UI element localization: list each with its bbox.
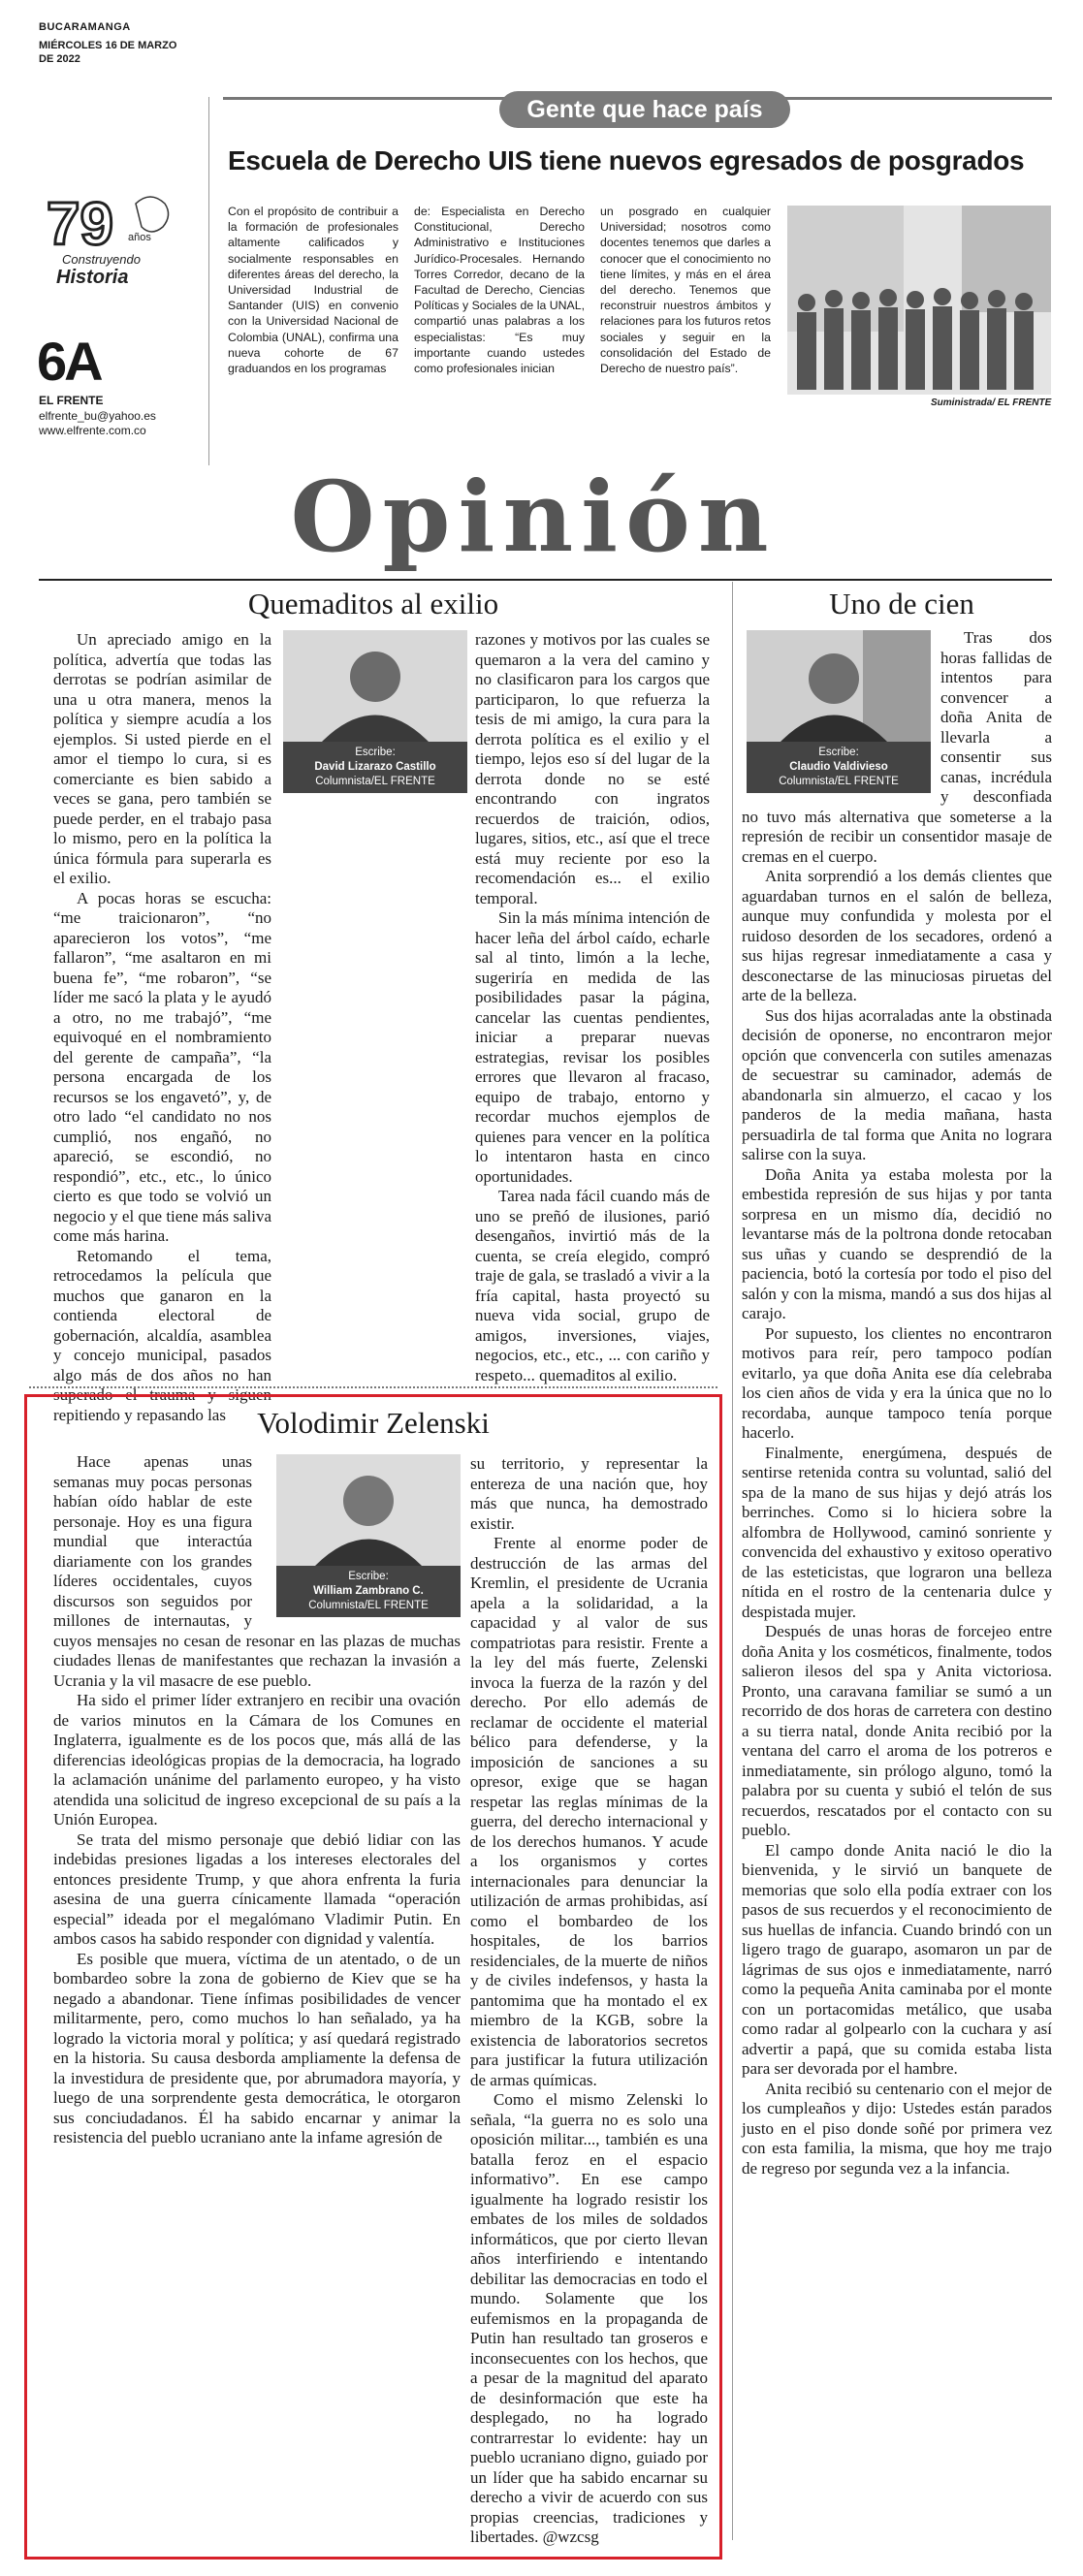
author-role: Columnista/EL FRENTE [315,776,435,787]
section-title: Opinión [290,460,777,574]
article-title-quemaditos: Quemaditos al exilio [247,587,499,620]
anniversary-logo [39,184,184,291]
news-column-2: de: Especialista en Derecho Constitucional, Derecho Administrativo e Instituciones Jurídico-Procesales. Hernando Torres Corredor, decano de la Facultad de Derecho, Ciencias Políticas y Sociales de la UNAL, compartió unas palabras a los especialistas: “Es muy importante cuando ustedes como profesionales inician [414,205,585,376]
anniversary-emblem-icon [39,184,184,291]
paragraph: su territorio, y representar la entereza de una nación que, hoy más que nunca, ha demostrado existir. [470,1454,708,1533]
author-card-lizarazo [278,630,472,793]
news-body [228,204,771,376]
paragraph: Anita recibió su centenario con el mejor de los cumpleaños y dijo: Ustedes están parados justo en el piso donde soñé por primera vez con esta familia, la misma, que hoy me trajo de regreso por segunda vez a la infancia. [742,2079,1052,2178]
article-quemaditos-col1 [53,630,271,1425]
paragraph: Tras dos horas fallidas de intentos para convencer a doña Anita de llevarla a consentir sus canas, incrédula y desconfiada no tuvo más alternativa que someterse a la represión de recibir un consentidor masaje de cremas en el cuerpo. [742,628,1052,866]
paragraph: razones y motivos por las cuales se quemaron a la vera del camino y no clasificaron para los cargos que participaron, lo que refuerza la tesis de mi amigo, la cura para la derrota política es el exilio y el tiempo, lejos eso sí del lugar de la derrota donde no se esté encontrando con ingratos recuerdos de traición, odios, lugares, sitios, etc., así que el trece está muy reciente por eso la recomendación es... el exilio temporal. [475,630,710,907]
paragraph: Se trata del mismo personaje que debió lidiar con las indebidas presiones ligadas a los intereses electorales del entonces presidente Trump, y que ahora enfrenta la furia asesina de una guerra cínicamente llamada “operación especial” ideada por el megalómano Vladimir Putin. En ambos casos ha sabido responder con dignidad y valentía. [53,1829,461,1948]
paragraph: Finalmente, energúmena, después de sentirse retenida contra su voluntad, salió del spa de la mano de sus hijas y dejó atrás los berrinches. Como si lo hiciera sobre la alfombra de Hollywood, caminó sonriente y convencida del exhaustivo y exitoso operativo de las esteticistas, que lograron una belleza nítida en el rostro de la centenaria dulce y despistada mujer. [742,1443,1052,1621]
news-column-3: un posgrado en cualquier Universidad; nosotros como docentes tenemos que darles a conocer que el conocimiento no tiene límites, y más en el área del derecho. Tenemos que reconstruir nuestros ámbitos y relaciones para los futuros retos sociales y seguir en la consolidación del Estado de Derecho de nuestro país”. [600,205,771,376]
paragraph: Es posible que muera, víctima de un atentado, o de un bombardeo sobre la zona de gobierno de Kiev que se ha negado a abandonar. Tiene ínfimas posibilidades de vencer militarmente, pero, como muchos lo han señalado, ya ha logrado la victoria moral y política; y así quedará registrado en la historia. Su causa desborda ampliamente la defensa de la investidura de presidente que, por abrumadora mayoría, y luego de una sorprendente gesta democrática, le otorgaron sus conciudadanos. Él ha sabido encarnar y animar la resistencia del pueblo ucraniano ante la infame agresión de [53,1949,461,2147]
contact-email[interactable]: elfrente_bu@yahoo.es [39,409,156,423]
city-label: BUCARAMANGA [39,21,131,33]
author-name: William Zambrano C. [313,1585,424,1597]
author-box [283,742,467,793]
section-rule [39,579,1052,581]
article-zelenski-col2 [470,1454,708,2548]
author-role: Columnista/EL FRENTE [308,1600,429,1611]
author-box [276,1566,461,1617]
paragraph: Sus dos hijas acorraladas ante la obstinada decisión de oponerse, no encontraron mejor opción que convencerla con sutiles amenazas de secuestrar su caminador, además de abandonarla sin almuerzo, el cacao y los panderos de la media mañana, hasta persuadirla de tal forma que Anita no lograra salirse con la suya. [742,1005,1052,1163]
article-separator [29,1386,717,1388]
paragraph: Hace apenas unas semanas muy pocas personas habían oído hablar de este personaje. Hoy es una figura mundial que interactúa diariamente con los grandes líderes occidentales, cuyos discursos son seguidos por millones de internautas, y cuyos mensajes no cesan de resonar en las plazas de muchas ciudades llenas de manifestantes que rechazan la invasión a Ucrania y la vil masacre de ese pueblo. [53,1452,461,1690]
author-portrait-icon [283,630,467,742]
article-title-zelenski: Volodimir Zelenski [257,1406,490,1440]
article-title-uno-de-cien: Uno de cien [829,587,974,620]
paragraph: A pocas horas se escucha: “me traicionaron”, “no aparecieron los votos”, “me fallaron”, “me asaltaron en mi buena fe”, “me robaron”, “se líder me sacó la plata y le ayudó a otro, no me trabajó”, “me equivoqué en el nombramiento del gerente de campaña”, “la persona encargada de los recursos se los engavetó”, y, de otro lado “el candidato no nos cumplió, nos engañó, no apareció, se escondió, no respondió”, etc., etc., lo único cierto es que todo se volvió un negocio y el que tiene más saliva come más harina. [53,888,271,1245]
anniversary-number: 79 [47,191,113,258]
contact-info [39,409,204,438]
author-photo [276,1454,461,1566]
paragraph: Un apreciado amigo en la política, advertía que todas las derrotas se podrían asimilar de una u otra manera, menos la política y siempre acudía a los ejemplos. Si usted pierde en el amor el tiempo lo cura, si es comerciante es bien sabido a veces se gana, pero también se puede perder, en el trabajo pasa lo mismo, pero en la política la única fórmula para superarla es el exilio. [53,630,271,887]
author-name: David Lizarazo Castillo [314,761,436,773]
paragraph: Anita sorprendió a los demás clientes que aguardaban turnos en el salón de belleza, aunque muy confundida y molesta por el ruidoso desorden de los secadores, ordenó a sus hijas regresar inmediatamente a casa y desconectarse de las minuciosas piruetas del arte de la belleza. [742,867,1052,1004]
article-uno-de-cien-body [742,628,1052,2178]
author-label: Escribe: [818,747,859,758]
graduates-photo [787,206,1051,395]
author-name: Claudio Valdivieso [789,761,888,773]
paragraph: Ha sido el primer líder extranjero en recibir una ovación de varios minutos en la Cámara de los Comunes en Inglaterra, igualmente es de los pocos que, más allá de las diferencias ideológicas propias de la democracia, ha logrado la aclamación unánime del parlamento europeo, y ha visto atendida una solicitud de ingreso excepcional de su país a la Unión Europea. [53,1691,461,1829]
paragraph: Retomando el tema, retrocedamos la película que muchos que ganaron en la contienda electoral de gobernación, alcaldía, asamblea y concejo municipal, pasados algo más de dos años no han superado el trauma y siguen repitiendo y repasando las [53,1246,271,1424]
section-pill: Gente que hace país [499,91,790,128]
paragraph: Doña Anita ya estaba molesta por la embestida represión de sus hijas y por tanta sorpresa en un mismo día, decidió no levantarse más de la poltrona donde retocaban sus uñas y cuando se desprendió de la paciencia, botó la cortesía por todo el piso del salón y con la misma, mandó a sus dos hijas al carajo. [742,1164,1052,1322]
author-photo [283,630,467,742]
paragraph: Después de unas horas de forcejeo entre doña Anita y los cosméticos, finalmente, todos salieron ilesos del spa y Anita victoriosa. Pronto, una caravana familiar se sumó a un recorrido de dos horas de carretera con destino a su tierra natal, donde Anita recibió por la ventana del carro el aroma de los potreros e inmediatamente, sin prólogo alguno, tomó la palabra por su cuenta y subió el telón de sus recuerdos, rescatados por el contacto con su pueblo. [742,1622,1052,1839]
author-label: Escribe: [348,1571,389,1582]
anniversary-line2: Historia [56,267,129,288]
author-role: Columnista/EL FRENTE [779,776,899,787]
paragraph: Por supuesto, los clientes no encontraron motivos para reír, pero tampoco podían evitarlo, ya que doña Anita ese día celebraba los cien años de vida y era la única que no lo recordaba, aunque tampoco tenía porque hacerlo. [742,1323,1052,1442]
anniversary-word: años [128,232,151,243]
masthead-divider [208,97,209,465]
paragraph: Como el mismo Zelenski lo señala, “la guerra no es solo una oposición militar..., también es una batalla feroz en el espacio informativo”. En ese campo igualmente ha logrado resistir los embates de los miles de soldados informáticos, que por cierto llevan años interfiriendo e intentando debilitar las democracias en todo el mundo. Solamente que los eufemismos en la propaganda de Putin han resultado tan groseros e inconsecuentes con los hechos, que a pesar de la magnitud del aparato de desinformación que este ha desplegado, no ha logrado contrarrestar lo evidente: hay un pueblo ucraniano digno, guiado por un líder que ha sabido encarnar su derecho a vivir de acuerdo con sus propias creencias, tradiciones y libertades. @wzcsg [470,2090,708,2546]
paragraph: Sin la más mínima intención de hacer leña del árbol caído, echarle sal al tinto, limón a la leche, sugeriría en medida de las posibilidades pasar la página, cancelar las cuentas pendientes, iniciar a preparar nuevas estrategias, revisar los posibles errores que llevaron al fracaso, equipo de trabajo, entorno y recordar muchos ejemplos de quienes para vencer en la política lo intentaron hasta en cinco oportunidades. [475,908,710,1186]
author-card-zambrano [271,1454,465,1617]
column-divider [732,582,733,2540]
float-spacer [742,628,940,798]
author-portrait-icon [276,1454,461,1566]
paragraph: El campo donde Anita nació le dio la bienvenida, y le sirvió un banquete de memorias que solo ella podía extraer con los pasos de sus recuerdos y el reconocimiento de sus huellas de infancia. Cuando brindó con un ligero trago de guarapo, asomaron un par de lágrimas de sus ojos e inmediatamente, narró como la pequeña Anita caminaba por el monte con un portacomidas metálico, que usaba como radar al golpearlo con la cuchara y así advertir a papá, que su comida estaba lista para ser devorada por el hambre. [742,1840,1052,2078]
author-label: Escribe: [355,747,396,758]
article-quemaditos-col2 [475,630,710,1385]
anniversary-line1: Construyendo [62,252,141,267]
news-headline: Escuela de Derecho UIS tiene nuevos egresados de posgrados [228,145,1025,175]
paper-name: EL FRENTE [39,394,104,407]
news-column-1: Con el propósito de contribuir a la formación de profesionales altamente calificados y socialmente responsables en diferentes áreas del derecho, la Universidad Industrial de Santander (UIS) en convenio con la Universidad Nacional de Colombia (UNAL), confirma una nueva cohorte de 67 graduandos en los programas [228,205,398,376]
graduates-photo-icon [787,206,1051,395]
paragraph: Tarea nada fácil cuando más de uno se preñó de ilusiones, parió desengaños, invirtió más de la cuenta, se creía elegido, compró traje de gala, se trasladó a vivir a la fría capital, hasta proyectó su nueva vida social, grupo de amigos, inversiones, viajes, negocios, etc., etc., ... con cariño y respeto... quemaditos al exilio. [475,1187,710,1384]
photo-credit: Suministrada/ EL FRENTE [931,398,1052,408]
contact-website[interactable]: www.elfrente.com.co [39,424,146,437]
issue-date: MIÉRCOLES 16 DE MARZO DE 2022 [39,40,177,65]
page-number: 6A [37,331,101,392]
paragraph: Frente al enorme poder de destrucción de las armas del Kremlin, el presidente de Ucrania apela a la solidaridad, a la capacidad y al valor de sus compatriotas para resistir. Frente a la ley del más fuerte, Zelenski invoca la fuerza de la razón y del derecho. Por ello además de reclamar de occidente el material bélico para defenderse, y la imposición de sanciones a su opresor, exige que se hagan respetar las reglas mínimas de la guerra, del derecho internacional y de los derechos humanos. Y acude a los organismos y cortes internacionales para denunciar la utilización de armas prohibidas, así como el bombardeo de los hospitales, de los barrios residenciales, de la muerte de niños y de civiles indefensos, y hasta la pantomima que ha montado el ex miembro de la KGB, sobre la existencia de laboratorios secretos para justificar la futura utilización de armas químicas. [470,1534,708,2089]
